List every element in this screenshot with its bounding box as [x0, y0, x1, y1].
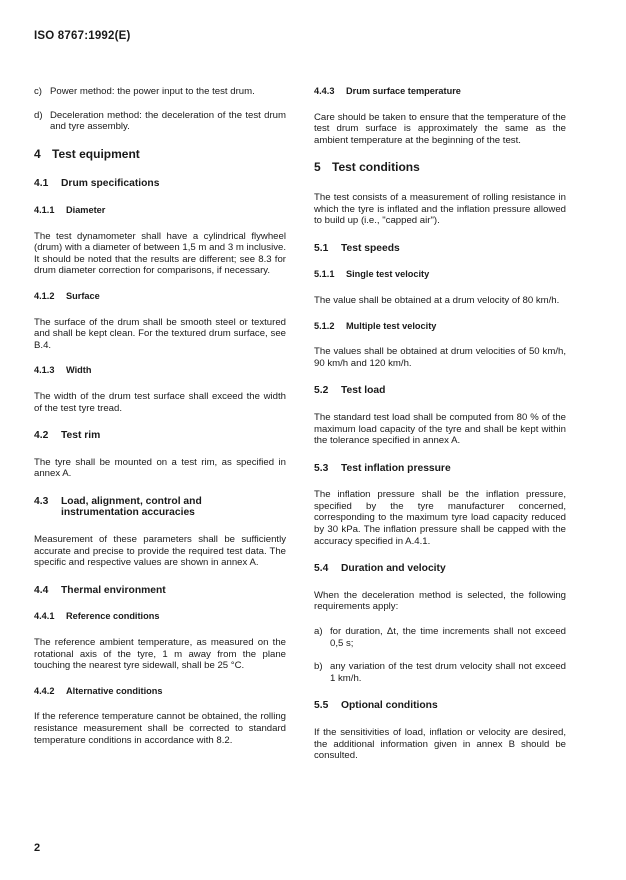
list-text: Power method: the power input to the test drum. — [50, 86, 255, 97]
section-heading-4-4-2 — [34, 686, 286, 698]
paragraph-4-3: Measurement of these parameters shall be sufficiently accurate and precise to provide the required test data. The specific and respective values are shown in annex A. — [34, 534, 286, 569]
paragraph-4-2: The tyre shall be mounted on a test rim, as specified in annex A. — [34, 456, 286, 480]
section-number: 5.1 — [314, 242, 329, 254]
section-heading-5-4 — [314, 563, 566, 575]
section-title: Width — [66, 365, 92, 376]
section-number: 4.4.2 — [34, 685, 55, 696]
section-number: 5.5 — [314, 700, 329, 712]
section-heading-4-2 — [34, 430, 286, 442]
section-number: 4.2 — [34, 430, 49, 442]
section-heading-4-4-1 — [34, 611, 286, 623]
section-title: Test speeds — [341, 242, 400, 254]
left-column — [34, 86, 286, 759]
section-number: 4.1.3 — [34, 365, 55, 376]
section-number: 4.4 — [34, 584, 49, 596]
section-heading-5-3 — [314, 463, 566, 475]
section-title: Single test velocity — [346, 269, 430, 280]
section-title: Duration and velocity — [341, 563, 446, 575]
section-number: 5.4 — [314, 563, 329, 575]
section-title: Thermal environment — [61, 584, 166, 596]
paragraph-4-1-3: The width of the drum test surface shall exceed the width of the test tyre tread. — [34, 390, 286, 414]
section-number: 5.1.2 — [314, 320, 335, 331]
section-heading-5 — [314, 162, 566, 174]
list-text: for duration, Δt, the time increments shall not exceed 0,5 s; — [330, 626, 566, 649]
section-number: 4.1.2 — [34, 290, 55, 301]
paragraph-5-4: When the deceleration method is selected, the following requirements apply: — [314, 589, 566, 613]
section-number: 4.3 — [34, 495, 49, 507]
section-number: 4.1 — [34, 178, 49, 190]
section-number: 4 — [34, 146, 41, 161]
section-heading-5-2 — [314, 385, 566, 397]
section-title: Test load — [341, 385, 386, 397]
section-title: Alternative conditions — [66, 685, 163, 696]
list-label: b) — [314, 661, 323, 673]
section-title: Diameter — [66, 204, 106, 215]
section-title: Test equipment — [52, 146, 140, 161]
paragraph-5-1-1: The value shall be obtained at a drum velocity of 80 km/h. — [314, 294, 560, 306]
section-title: Test rim — [61, 430, 101, 442]
section-number: 5.2 — [314, 385, 329, 397]
section-heading-4-4-3 — [314, 86, 566, 98]
section-heading-5-1-1 — [314, 269, 566, 281]
section-title: Drum surface temperature — [346, 86, 461, 96]
section-heading-4-1-3 — [34, 365, 286, 377]
section-number: 4.4.3 — [314, 86, 335, 96]
paragraph-4-1-2: The surface of the drum shall be smooth steel or textured and shall be kept clean. For the textured drum surface, see B.4. — [34, 316, 286, 351]
section-heading-4-1 — [34, 178, 286, 190]
right-column — [314, 86, 566, 775]
section-heading-4-4 — [34, 585, 286, 597]
section-heading-4-1-2 — [34, 291, 286, 303]
section-heading-4-3 — [34, 496, 286, 519]
section-number: 4.1.1 — [34, 204, 55, 215]
section-title: Multiple test velocity — [346, 320, 437, 331]
paragraph-5-3: The inflation pressure shall be the inflation pressure, specified by the tyre manufacturer concerned, corresponding to the maximum tyre load capacity reduced by 30 kPa. The inflation pressure shall be capped with the accuracy specified in A.4.1. — [314, 489, 566, 547]
paragraph-4-1-1: The test dynamometer shall have a cylindrical flywheel (drum) with a diameter of between 1,5 m and 3 m inclusive. It should be noted that the results are different; see 8.3 for drum diameter correction for comparisons, if necessary. — [34, 230, 286, 277]
list-item-b — [314, 661, 566, 684]
section-heading-5-5 — [314, 700, 566, 712]
paragraph-5-5: If the sensitivities of load, inflation or velocity are desired, the additional information given in annex B should be consulted. — [314, 727, 566, 762]
list-item-c — [34, 86, 286, 98]
section-heading-5-1-2 — [314, 321, 566, 333]
paragraph-4-4-2: If the reference temperature cannot be obtained, the rolling resistance measurement shall be corrected to standard temperature conditions in accordance with 8.2. — [34, 711, 286, 746]
section-number: 5 — [314, 160, 321, 175]
paragraph-5-1-2: The values shall be obtained at drum velocities of 50 km/h, 90 km/h and 120 km/h. — [314, 346, 566, 369]
section-title: Drum specifications — [61, 178, 160, 190]
section-heading-4 — [34, 146, 286, 161]
list-item-a — [314, 626, 566, 649]
section-number: 5.3 — [314, 462, 329, 474]
section-number: 5.1.1 — [314, 269, 335, 280]
section-heading-4-1-1 — [34, 205, 286, 217]
list-label: c) — [34, 86, 42, 97]
paragraph-4-4-3: Care should be taken to ensure that the temperature of the test drum surface is approximately the same as the ambient temperature at the beginning of the test. — [314, 111, 566, 146]
section-title: Load, alignment, control and instrumentation accuracies — [61, 495, 202, 519]
list-label: d) — [34, 109, 43, 121]
section-title: Surface — [66, 290, 100, 301]
paragraph-4-4-1: The reference ambient temperature, as measured on the rotational axis of the tyre, 1 m away from the plane touching the nearest tyre sidewall, shall be 25 °C. — [34, 637, 286, 672]
list-text: Deceleration method: the deceleration of the test drum and tyre assembly. — [50, 109, 286, 133]
paragraph-5: The test consists of a measurement of rolling resistance in which the tyre is inflated and the inflation pressure allowed to build up (i.e., "capped air"). — [314, 191, 566, 227]
section-number: 4.4.1 — [34, 611, 55, 622]
paragraph-5-2: The standard test load shall be computed from 80 % of the maximum load capacity of the tyre and shall be kept within the tolerance specified in annex A. — [314, 411, 566, 447]
section-title: Reference conditions — [66, 611, 160, 622]
list-label: a) — [314, 626, 323, 638]
document-header: ISO 8767:1992(E) — [34, 30, 131, 42]
section-heading-5-1 — [314, 243, 566, 255]
page-number: 2 — [34, 842, 41, 854]
section-title: Optional conditions — [341, 700, 438, 712]
section-title: Test conditions — [332, 160, 420, 175]
section-title: Test inflation pressure — [341, 462, 451, 474]
list-item-d — [34, 110, 286, 133]
list-text: any variation of the test drum velocity shall not exceed 1 km/h. — [330, 661, 566, 684]
